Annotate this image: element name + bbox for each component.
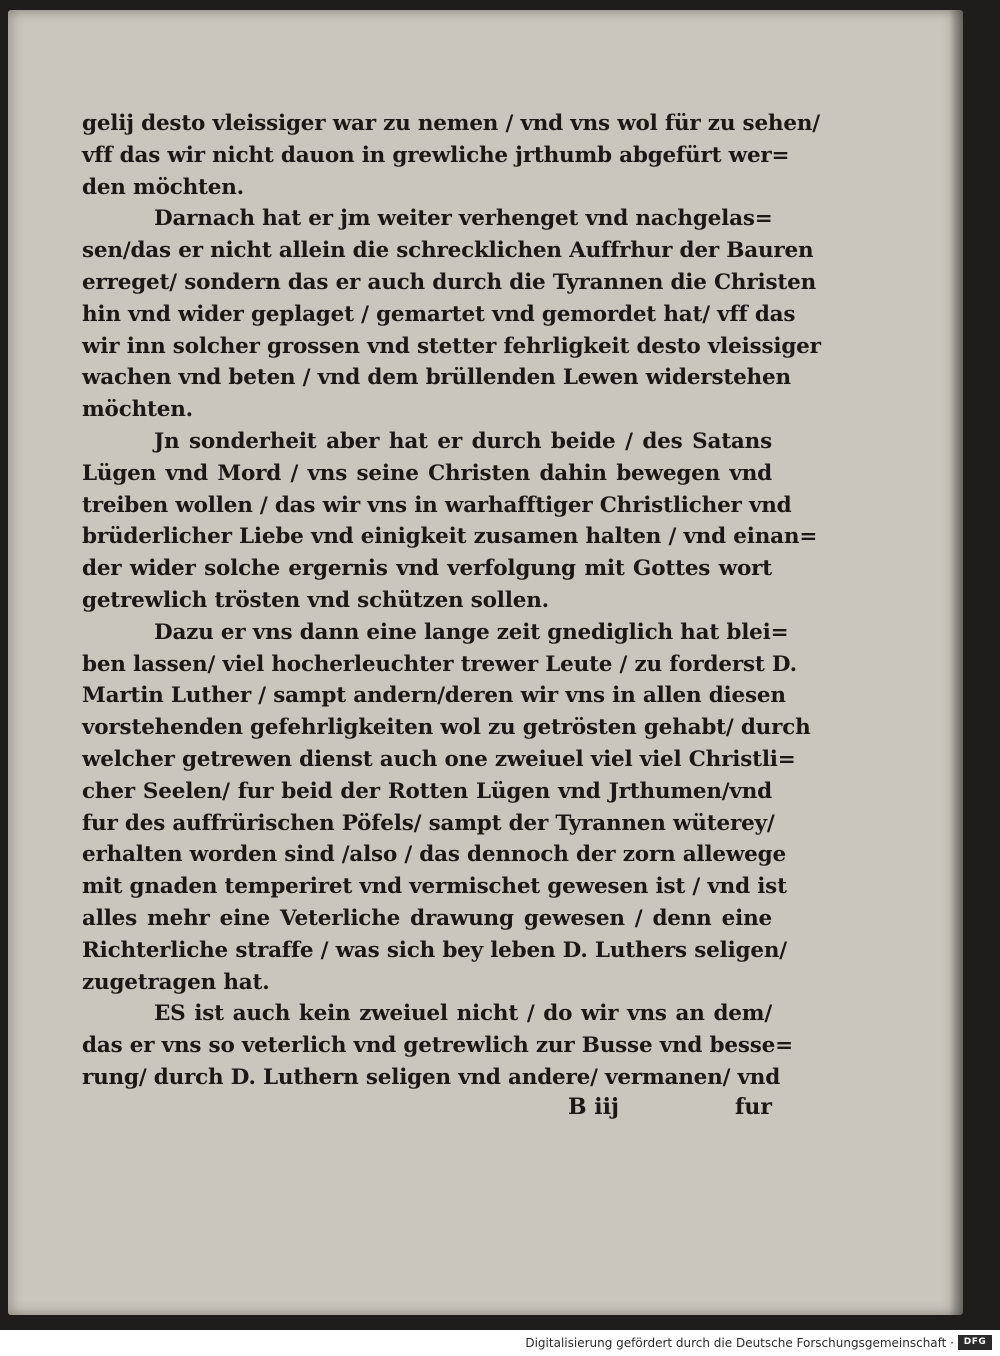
text-line: getrewlich trösten vnd schützen sollen. [82,587,549,613]
text-line: zugetragen hat. [82,969,270,995]
text-line: cher Seelen/ fur beid der Rotten Lügen vnd Jrthumen/vnd [82,778,772,804]
text-line: der wider solche ergernis vnd verfolgung mit Gottes wort [82,556,772,582]
paragraph-start-line: Darnach hat er jm weiter verhenget vnd nachgelas= [154,206,773,232]
text-line: Lügen vnd Mord / vns seine Christen dahin bewegen vnd [82,460,772,486]
paragraph-start-line: Jn sonderheit aber hat er durch beide / des Satans [154,428,772,454]
text-line: vorstehenden gefehrligkeiten wol zu getrösten gehabt/ durch [82,715,811,741]
text-line: Richterliche straffe / was sich bey leben D. Luthers seligen/ [82,937,787,963]
signature-mark: B iij [568,1094,619,1120]
text-line: mit gnaden temperiret vnd vermischet gewesen ist / vnd ist [82,874,787,900]
text-line: ben lassen/ viel hocherleuchter trewer Leute / zu forderst D. [82,651,797,677]
text-line: wachen vnd beten / vnd dem brüllenden Lewen widerstehen [82,365,791,391]
text-line: vff das wir nicht dauon in grewliche jrthumb abgefürt wer= [82,142,790,168]
paragraph-start-line: ES ist auch kein zweiuel nicht / do wir vns an dem/ [154,1001,772,1027]
text-line: möchten. [82,397,193,423]
body-text [82,108,821,1094]
page-edge-shadow [949,10,963,1315]
text-line: Martin Luther / sampt andern/deren wir vns in allen diesen [82,683,786,709]
text-line: das er vns so veterlich vnd getrewlich zur Busse vnd besse= [82,1033,793,1059]
text-line: rung/ durch D. Luthern seligen vnd andere/ vermanen/ vnd [82,1064,781,1090]
text-line: erreget/ sondern das er auch durch die Tyrannen die Christen [82,269,817,295]
text-line: wir inn solcher grossen vnd stetter fehrligkeit desto vleissiger [82,333,821,359]
text-line: treiben wollen / das wir vns in warhafftiger Christlicher vnd [82,492,792,518]
text-line: sen/das er nicht allein die schrecklichen Auffrhur der Bauren [82,238,814,264]
text-line: alles mehr eine Veterliche drawung gewesen / denn eine [82,905,772,931]
text-line: welcher getrewen dienst auch one zweiuel viel viel Christli= [82,746,796,772]
catchword: fur [734,1094,772,1120]
text-line: hin vnd wider geplaget / gemartet vnd gemordet hat/ vff das [82,301,796,327]
page-footer [82,1094,772,1126]
book-page [8,10,963,1315]
text-line: erhalten worden sind /also / das dennoch der zorn allewege [82,842,786,868]
text-line: fur des auffrürischen Pöfels/ sampt der Tyrannen wüterey/ [82,810,775,836]
text-line: gelij desto vleissiger war zu nemen / vnd vns wol für zu sehen/ [82,111,820,136]
text-line: den möchten. [82,174,244,200]
text-line: brüderlicher Liebe vnd einigkeit zusamen halten / vnd einan= [82,524,818,550]
credit-bar [0,1330,1000,1356]
funding-credit: Digitalisierung gefördert durch die Deutsche Forschungsgemeinschaft · [525,1336,954,1350]
dfg-logo-icon: DFG [958,1335,992,1350]
paragraph-start-line: Dazu er vns dann eine lange zeit gnediglich hat blei= [154,619,789,645]
